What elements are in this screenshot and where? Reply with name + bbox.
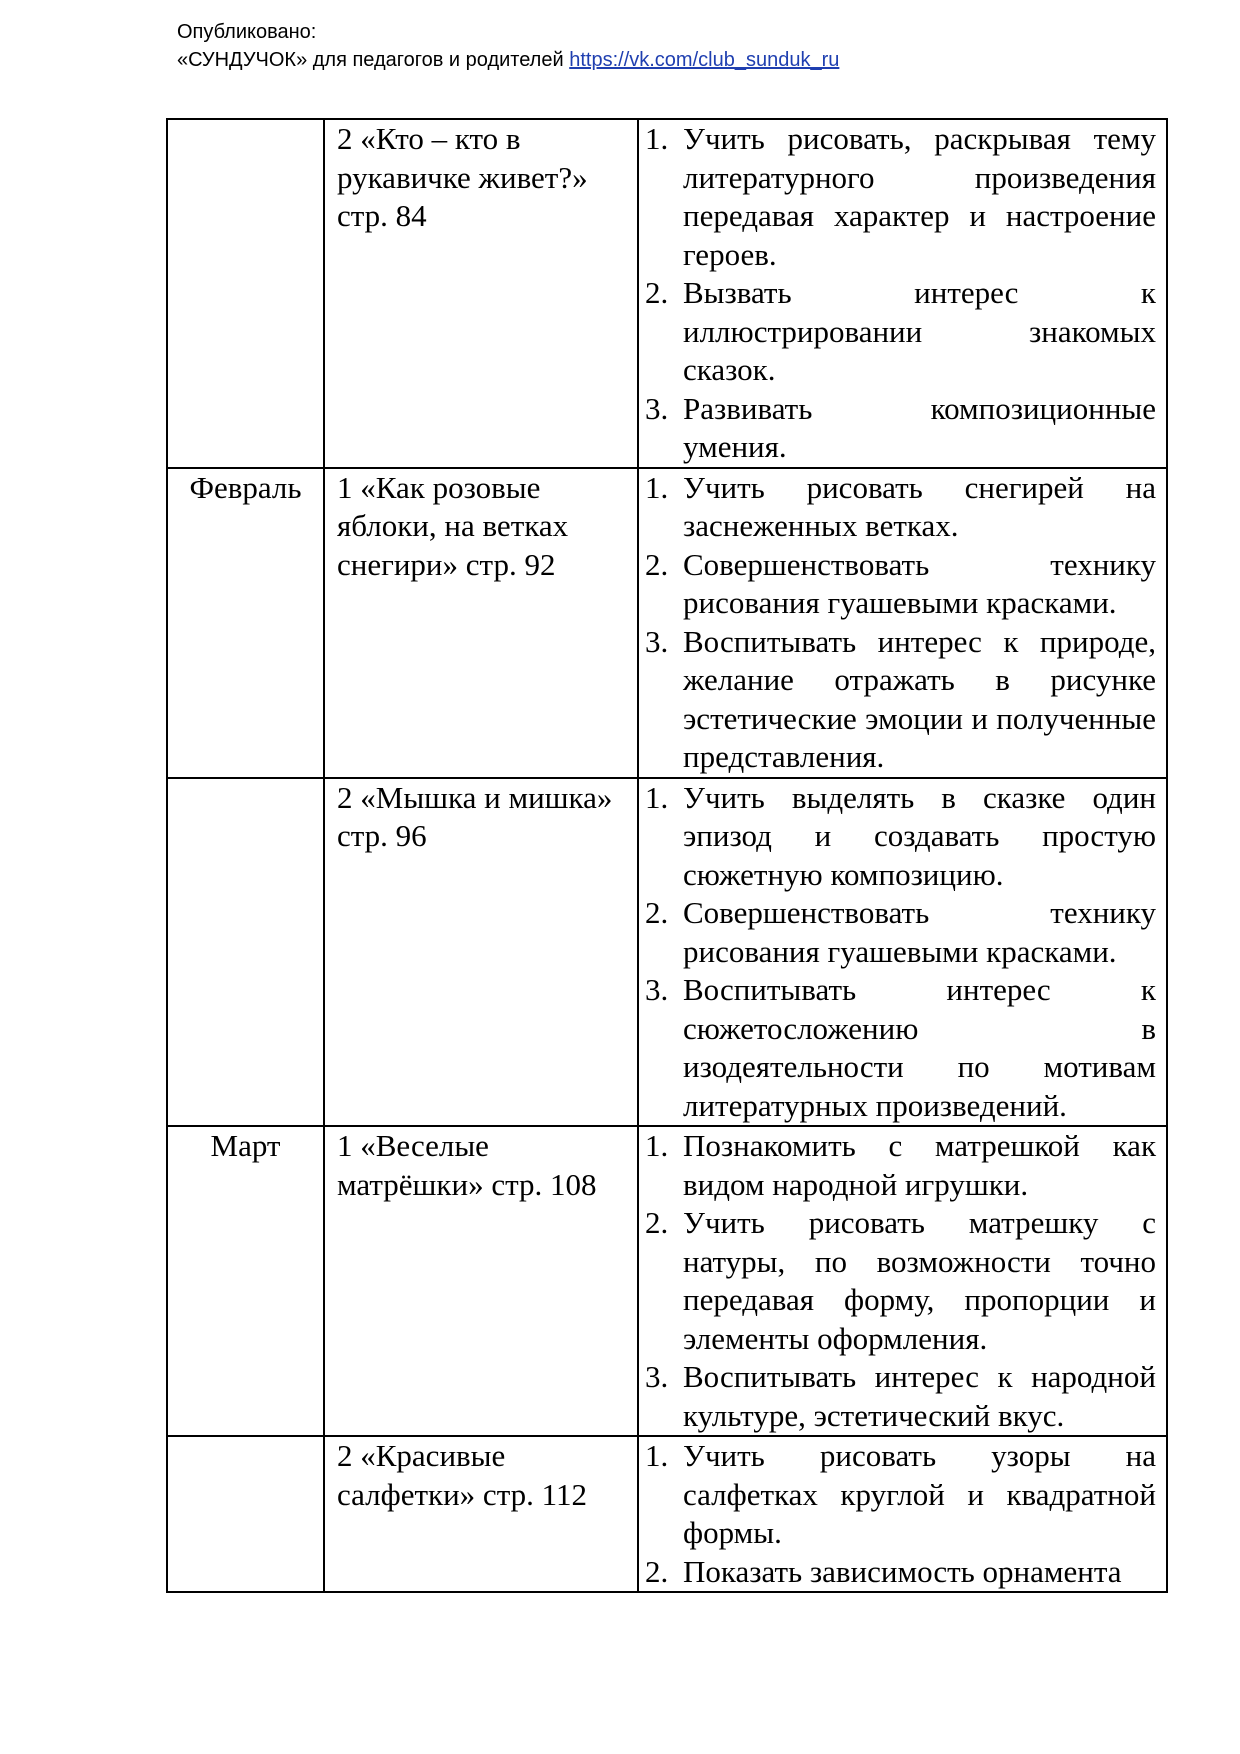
goal-item <box>639 1553 1156 1592</box>
goals-list <box>639 469 1156 777</box>
goal-item <box>639 546 1156 623</box>
goals-cell <box>638 468 1167 778</box>
goal-item <box>639 971 1156 1125</box>
goal-text: Учить выделять в сказке один эпизод и создавать простую сюжетную композицию. <box>683 779 1156 892</box>
goal-item <box>639 1358 1156 1435</box>
publication-header <box>177 18 839 74</box>
goal-text: Вызвать интерес к иллюстрировании знакомых сказок. <box>683 275 1156 387</box>
goal-text: Учить рисовать узоры на салфетках круглой и квадратной формы. <box>683 1438 1156 1550</box>
header-source-line <box>177 46 839 74</box>
goal-text: Познакомить с матрешкой как видом народной игрушки. <box>683 1128 1156 1202</box>
month-cell <box>167 1436 324 1592</box>
goal-text: Учить рисовать матрешку с натуры, по возможности точно передавая форму, пропорции и элементы оформления. <box>683 1205 1156 1356</box>
lesson-plan-table <box>166 118 1168 1593</box>
goal-number: 1. <box>645 1128 669 1163</box>
goal-text: Показать зависимость орнамента <box>683 1553 1122 1589</box>
goal-number: 2. <box>645 1553 669 1589</box>
goal-text: Воспитывать интерес к природе, желание отражать в рисунке эстетические эмоции и полученные представления. <box>683 623 1156 774</box>
goal-text: Учить рисовать, раскрывая тему литературного произведения передавая характер и настроение героев. <box>683 121 1156 272</box>
topic-cell: 2 «Кто – кто в рукавичке живет?» стр. 84 <box>324 119 638 468</box>
topic-cell: 2 «Мышка и мишка» стр. 96 <box>324 778 638 1127</box>
goal-number: 3. <box>645 390 669 426</box>
goal-text: Совершенствовать технику рисования гуашевыми красками. <box>683 546 1156 620</box>
header-source-text: «СУНДУЧОК» для педагогов и родителей <box>177 49 570 71</box>
goal-number: 3. <box>645 1359 669 1394</box>
goals-cell <box>638 1436 1167 1592</box>
goal-number: 1. <box>645 121 669 156</box>
goal-item <box>639 120 1156 274</box>
goals-cell <box>638 1126 1167 1436</box>
goals-list <box>639 779 1156 1126</box>
goals-cell <box>638 778 1167 1127</box>
month-cell: Февраль <box>167 468 324 778</box>
goal-number: 2. <box>645 275 669 310</box>
goal-number: 2. <box>645 895 669 930</box>
topic-cell: 2 «Красивые салфетки» стр. 112 <box>324 1436 638 1592</box>
goal-number: 2. <box>645 1205 669 1240</box>
goal-text: Воспитывать интерес к сюжетосложению в изодеятельности по мотивам литературных произведений. <box>683 972 1156 1123</box>
table-row <box>167 1126 1167 1436</box>
goal-item <box>639 1127 1156 1204</box>
goal-item <box>639 894 1156 971</box>
goal-number: 3. <box>645 623 669 659</box>
table-row <box>167 1436 1167 1592</box>
goal-text: Воспитывать интерес к народной культуре, эстетический вкус. <box>683 1359 1156 1433</box>
goal-item <box>639 623 1156 777</box>
goal-number: 1. <box>645 469 669 505</box>
goal-item <box>639 1204 1156 1358</box>
goals-list <box>639 1437 1156 1591</box>
month-cell: Март <box>167 1126 324 1436</box>
header-link[interactable]: https://vk.com/club_sunduk_ru <box>569 49 840 71</box>
table-row <box>167 778 1167 1127</box>
goals-cell <box>638 119 1167 468</box>
month-cell <box>167 119 324 468</box>
goal-text: Развивать композиционные умения. <box>683 390 1156 464</box>
goal-number: 1. <box>645 1438 669 1473</box>
goal-number: 1. <box>645 779 669 815</box>
goal-item <box>639 274 1156 390</box>
table-row <box>167 119 1167 468</box>
lesson-plan-body <box>167 119 1167 1592</box>
goal-text: Учить рисовать снегирей на заснеженных ветках. <box>683 469 1156 543</box>
goal-item <box>639 469 1156 546</box>
goals-list <box>639 1127 1156 1435</box>
goal-item <box>639 1437 1156 1553</box>
goals-list <box>639 120 1156 467</box>
goal-number: 2. <box>645 546 669 582</box>
month-cell <box>167 778 324 1127</box>
goal-text: Совершенствовать технику рисования гуашевыми красками. <box>683 895 1156 969</box>
goal-number: 3. <box>645 972 669 1007</box>
header-published-label: Опубликовано: <box>177 21 317 43</box>
goal-item <box>639 390 1156 467</box>
table-row <box>167 468 1167 778</box>
topic-cell: 1 «Веселые матрёшки» стр. 108 <box>324 1126 638 1436</box>
topic-cell: 1 «Как розовые яблоки, на ветках снегири» стр. 92 <box>324 468 638 778</box>
goal-item <box>639 779 1156 895</box>
